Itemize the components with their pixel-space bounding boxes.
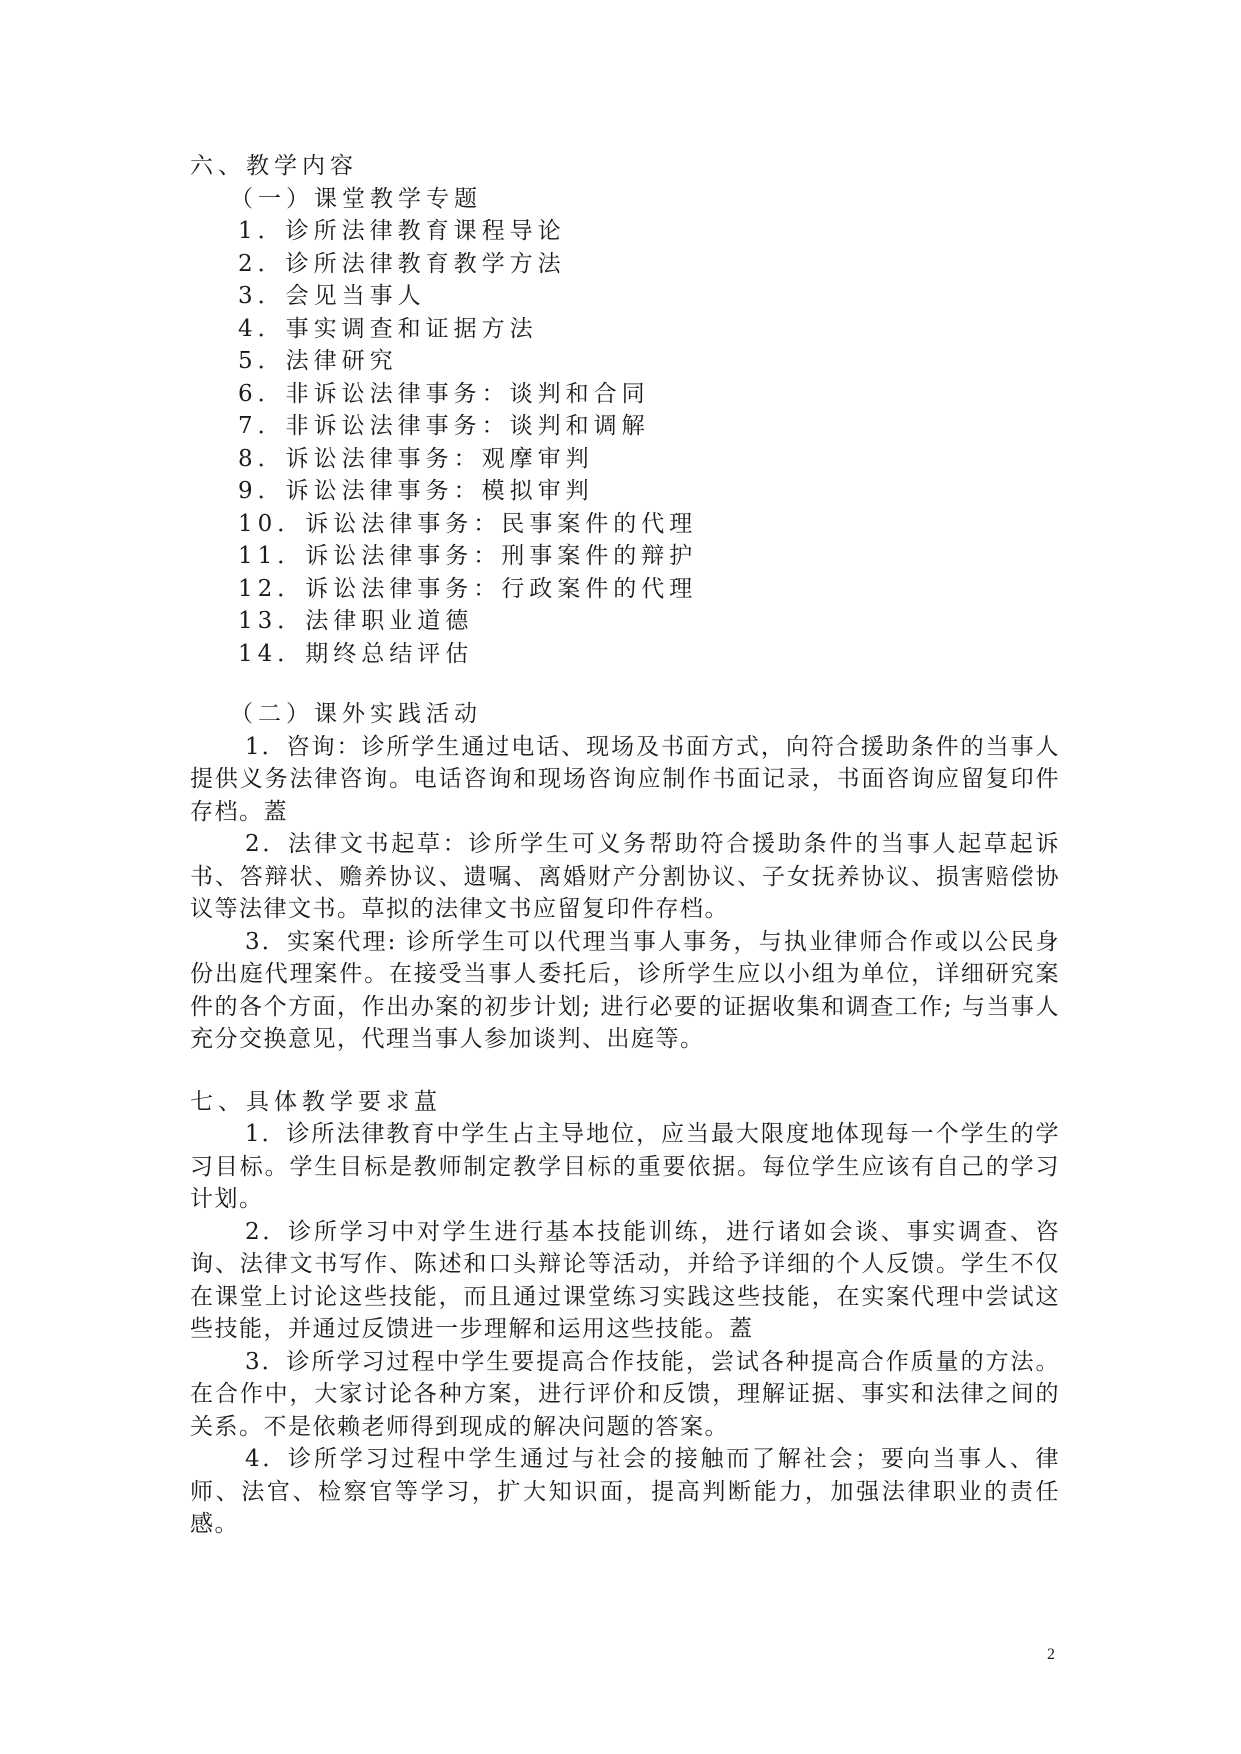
page-content	[190, 150, 1060, 1541]
topic-item: 12．诉讼法律事务：行政案件的代理	[238, 575, 698, 602]
topic-item: 10．诉讼法律事务：民事案件的代理	[238, 510, 698, 537]
requirement-paragraph: 3．诊所学习过程中学生要提高合作技能，尝试各种提高合作质量的方法。在合作中，大家讨论各种方案，进行评价和反馈，理解证据、事实和法律之间的关系。不是依赖老师得到现成的解决问题的答案。	[190, 1348, 1060, 1440]
topic-item: 14．期终总结评估	[238, 640, 474, 667]
topic-item: 7．非诉讼法律事务：谈判和调解	[238, 413, 650, 439]
topic-item: 1．诊所法律教育课程导论	[238, 218, 566, 244]
practice-paragraph: 3．实案代理: 诊所学生可以代理当事人事务，与执业律师合作或以公民身份出庭代理案件。在接受当事人委托后，诊所学生应以小组为单位，详细研究案件的各个方面，作出办案的初步计划; 进行必要的证据收集和调查工作; 与当事人充分交换意见，代理当事人参加谈判、出庭等。	[190, 928, 1060, 1052]
practice-paragraph: 1．咨询：诊所学生通过电话、现场及书面方式，向符合援助条件的当事人提供义务法律咨询。电话咨询和现场咨询应制作书面记录，书面咨询应留复印件存档。蓋	[190, 733, 1060, 825]
requirement-paragraph: 4．诊所学习过程中学生通过与社会的接触而了解社会；要向当事人、律师、法官、检察官等学习，扩大知识面，提高判断能力，加强法律职业的责任感。	[190, 1446, 1060, 1537]
section-heading-teaching-requirements: 七、具体教学要求蒀	[190, 1088, 442, 1115]
topic-item: 2．诊所法律教育教学方法	[238, 250, 566, 277]
spacer	[190, 1056, 1060, 1086]
subsection-heading-practice-activities: （二）课外实践活动	[230, 701, 482, 727]
practice-paragraph: 2．法律文书起草：诊所学生可义务帮助符合援助条件的当事人起草起诉书、答辩状、赡养协议、遗嘱、离婚财产分割协议、子女抚养协议、损害赔偿协议等法律文书。草拟的法律文书应留复印件存档。	[190, 831, 1060, 922]
topic-item: 3．会见当事人	[238, 283, 426, 309]
requirement-paragraph: 2．诊所学习中对学生进行基本技能训练，进行诸如会谈、事实调查、咨询、法律文书写作、陈述和口头辩论等活动，并给予详细的个人反馈。学生不仅在课堂上讨论这些技能，而且通过课堂练习实践这些技能，在实案代理中尝试这些技能，并通过反馈进一步理解和运用这些技能。蓋	[190, 1218, 1060, 1342]
topic-item: 11．诉讼法律事务：刑事案件的辩护	[238, 543, 698, 569]
subsection-heading-classroom-topics: （一）课堂教学专题	[230, 185, 482, 212]
topic-item: 8．诉讼法律事务：观摩审判	[238, 445, 594, 472]
topic-item: 6．非诉讼法律事务：谈判和合同	[238, 380, 650, 407]
page-number: 2	[1047, 1646, 1055, 1663]
topic-item: 13．法律职业道德	[238, 608, 474, 634]
spacer	[190, 670, 1060, 698]
topic-item: 9．诉讼法律事务：模拟审判	[238, 478, 594, 504]
classroom-topic-list	[190, 215, 1060, 670]
section-heading-teaching-content: 六、教学内容	[190, 153, 358, 179]
topic-item: 4．事实调查和证据方法	[238, 315, 538, 342]
topic-item: 5．法律研究	[238, 348, 398, 374]
requirement-paragraph: 1．诊所法律教育中学生占主导地位，应当最大限度地体现每一个学生的学习目标。学生目标是教师制定教学目标的重要依据。每位学生应该有自己的学习计划。	[190, 1121, 1060, 1212]
